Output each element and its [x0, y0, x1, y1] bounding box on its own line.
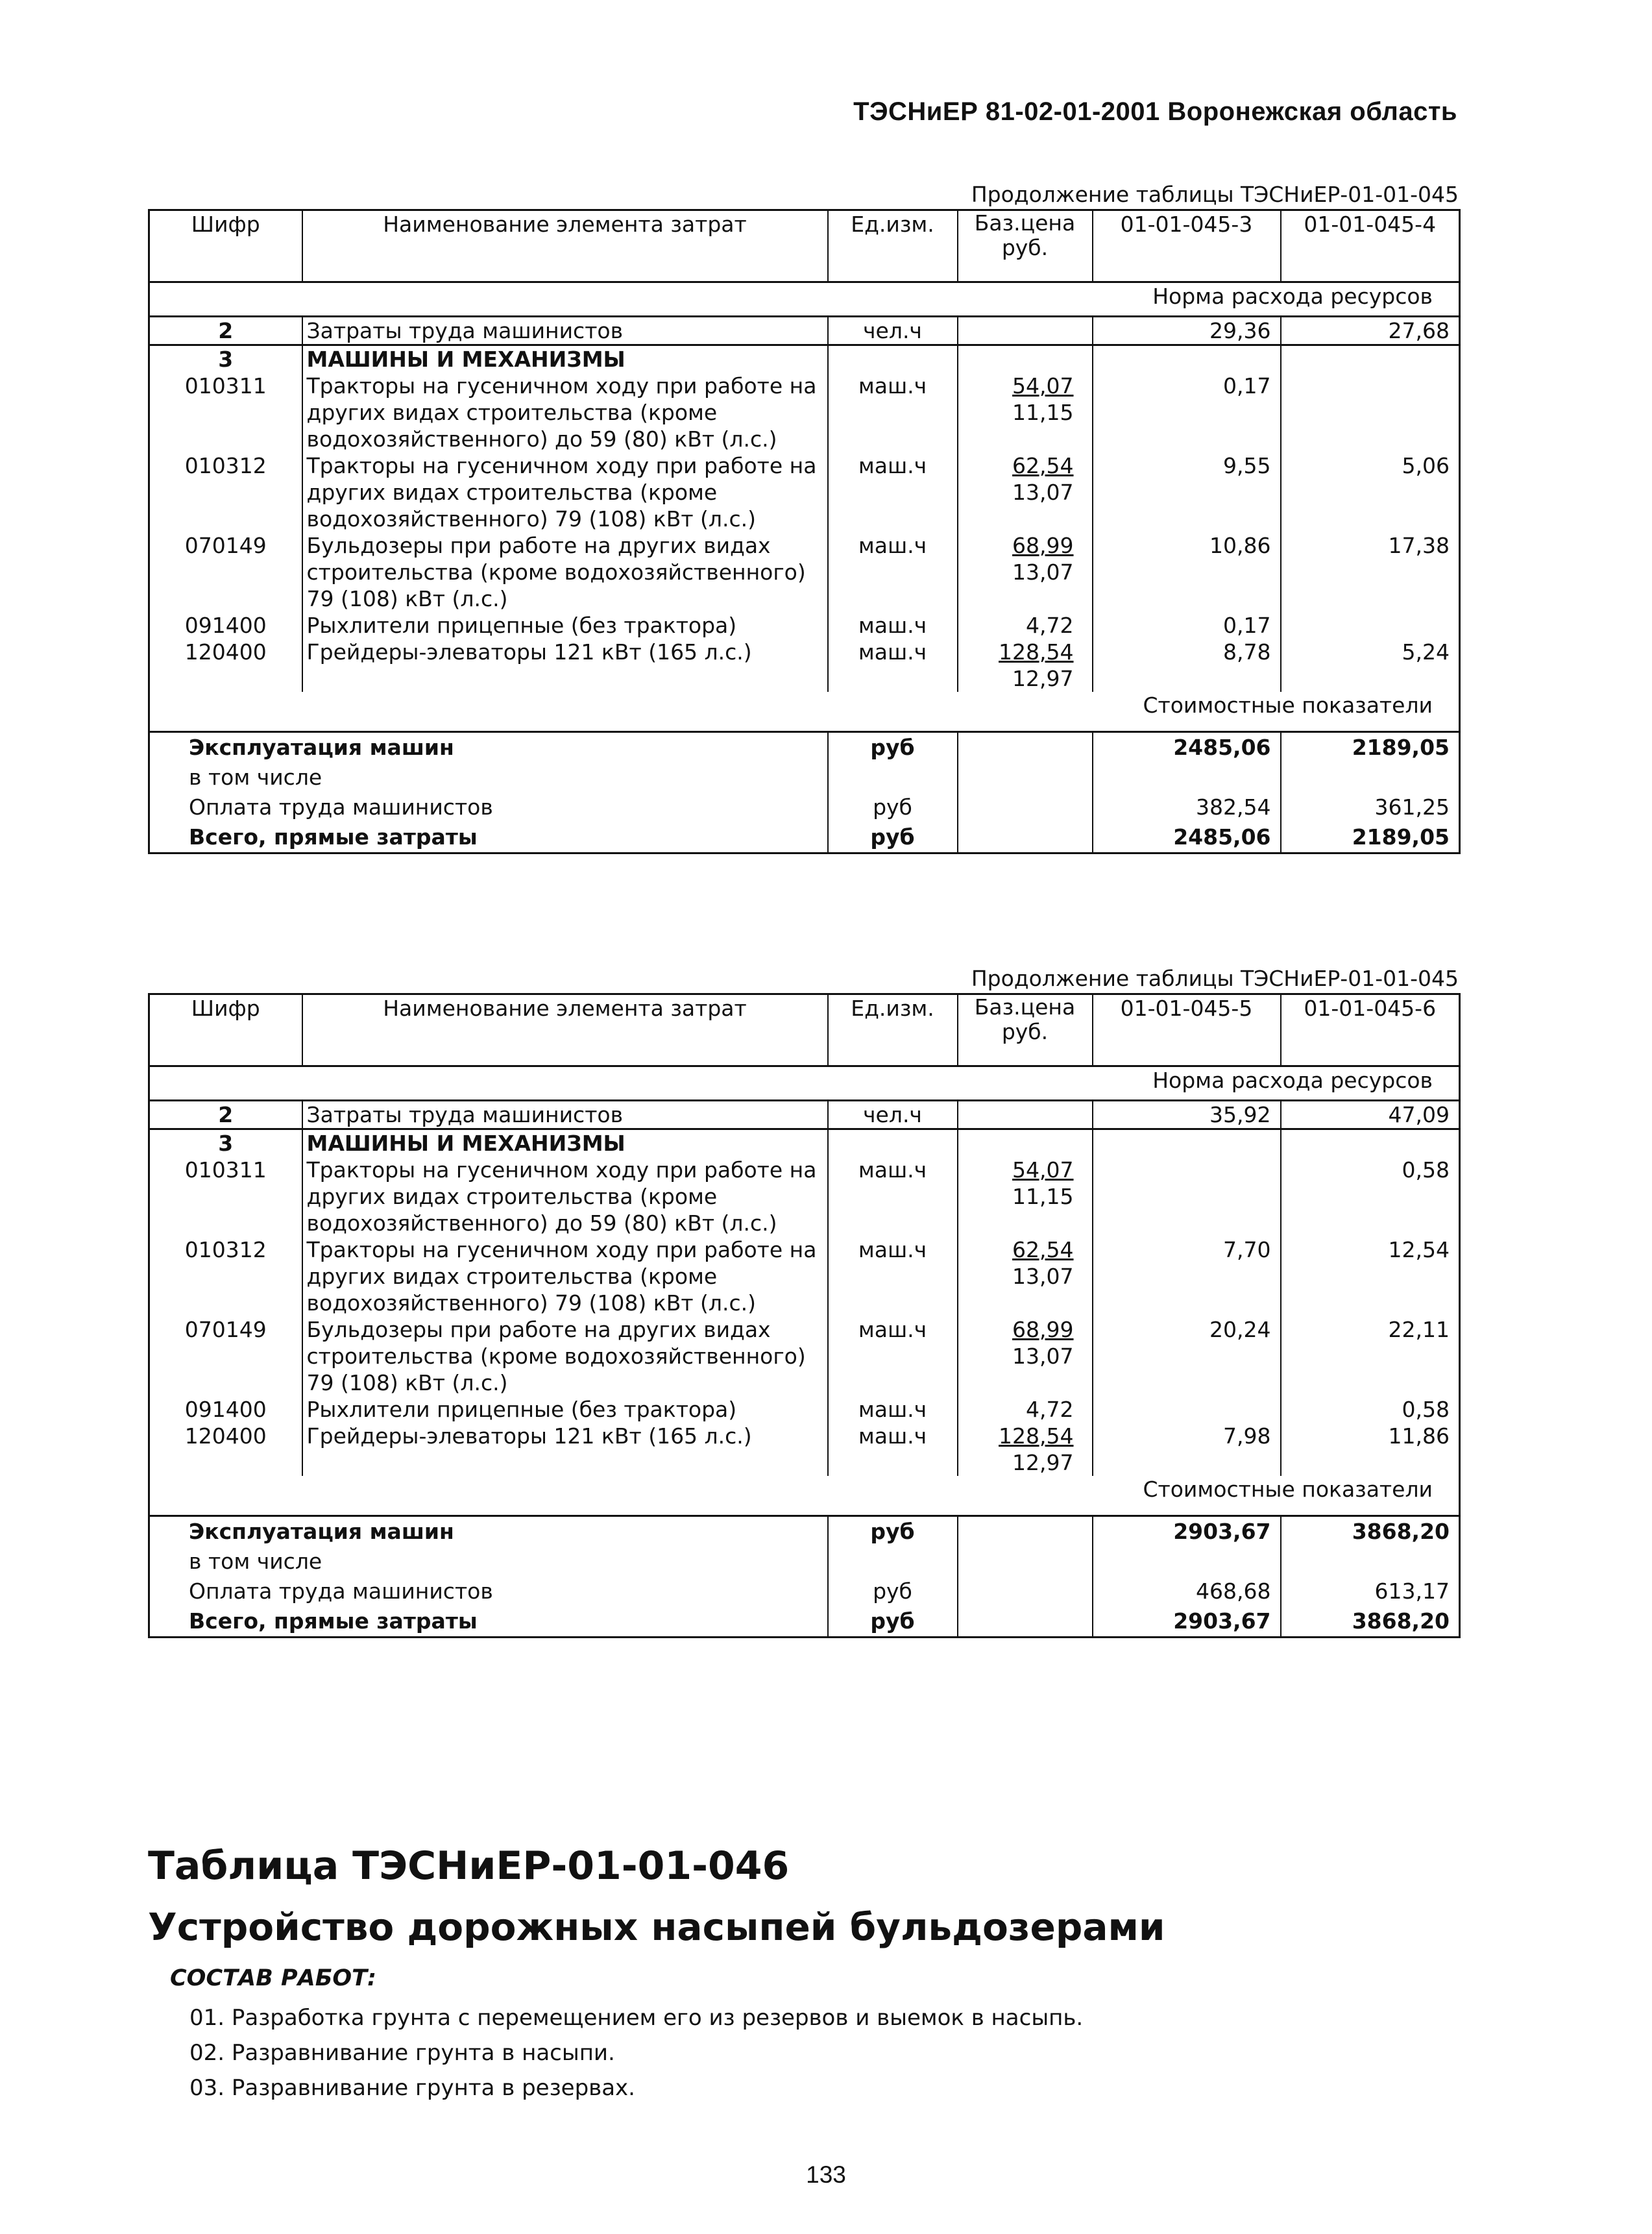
summary-label: Оплата труда машинистов [189, 794, 493, 820]
summary-row [149, 1547, 1460, 1577]
row-unit: маш.ч [828, 373, 958, 452]
price-wage: 11,15 [1012, 400, 1074, 425]
row-value-1: 35,92 [1093, 1101, 1281, 1129]
row-unit: маш.ч [828, 1236, 958, 1316]
summary-label: в том числе [189, 1549, 322, 1574]
price-wage: 13,07 [1012, 480, 1074, 505]
row-name: МАШИНЫ И МЕХАНИЗМЫ [302, 345, 828, 373]
summary-price [958, 1516, 1093, 1547]
header-price [958, 994, 1093, 1066]
row-value-2 [1281, 373, 1460, 452]
row-price [958, 373, 1093, 452]
norm-label: Норма расхода ресурсов [1152, 1068, 1433, 1093]
row-name: Затраты труда машинистов [302, 317, 828, 345]
page-number: 133 [806, 2161, 846, 2188]
works-list [170, 1965, 1083, 2105]
price-value: 68,99 [1012, 533, 1074, 558]
row-price [958, 1396, 1093, 1423]
price-value: 128,54 [999, 639, 1074, 665]
row-price [958, 317, 1093, 345]
row-price [958, 1157, 1093, 1236]
row-name: Рыхлители прицепные (без трактора) [302, 612, 828, 639]
row-value-1: 20,24 [1093, 1316, 1281, 1396]
row-value-2: 5,06 [1281, 452, 1460, 532]
table-row [149, 532, 1460, 612]
table-continuation-label: Продолжение таблицы ТЭСНиЕР-01-01-045 [971, 182, 1459, 207]
row-name: Бульдозеры при работе на других видах строительства (кроме водохозяйственного) 79 (108) кВт (л.с.) [302, 1316, 828, 1396]
summary-price [958, 822, 1093, 853]
row-price [958, 345, 1093, 373]
price-wage: 12,97 [1012, 1450, 1074, 1475]
price-value: 62,54 [1012, 453, 1074, 478]
norm-table [148, 993, 1461, 1638]
summary-value-2: 2189,05 [1281, 822, 1460, 853]
row-name: Затраты труда машинистов [302, 1101, 828, 1129]
summary-value-1: 2903,67 [1093, 1516, 1281, 1547]
price-value: 128,54 [999, 1423, 1074, 1449]
price-value: 62,54 [1012, 1237, 1074, 1262]
row-value-2: 27,68 [1281, 317, 1460, 345]
row-value-2 [1281, 612, 1460, 639]
row-value-2: 17,38 [1281, 532, 1460, 612]
price-wage: 13,07 [1012, 1264, 1074, 1289]
section-subtitle: Устройство дорожных насыпей бульдозерами [148, 1905, 1165, 1949]
table-row [149, 1423, 1460, 1476]
header-price-line: руб. [1001, 235, 1049, 260]
summary-unit: руб [828, 1577, 958, 1606]
summary-row [149, 1577, 1460, 1606]
row-unit: маш.ч [828, 612, 958, 639]
summary-unit [828, 763, 958, 792]
price-wage: 11,15 [1012, 1184, 1074, 1209]
row-value-1: 9,55 [1093, 452, 1281, 532]
summary-value-2 [1281, 763, 1460, 792]
summary-label: Всего, прямые затраты [189, 1608, 478, 1634]
works-item: 01. Разработка грунта с перемещением его из резервов и выемок в насыпь. [189, 2005, 1084, 2031]
works-item: 03. Разравнивание грунта в резервах. [189, 2075, 635, 2101]
row-price [958, 1316, 1093, 1396]
summary-value-2: 613,17 [1281, 1577, 1460, 1606]
row-code: 091400 [184, 613, 267, 638]
summary-label: в том числе [189, 765, 322, 790]
table-row [149, 612, 1460, 639]
row-name: Тракторы на гусеничном ходу при работе на других видах строительства (кроме водохозяйственного) до 59 (80) кВт (л.с.) [302, 373, 828, 452]
row-name: Тракторы на гусеничном ходу при работе на других видах строительства (кроме водохозяйственного) 79 (108) кВт (л.с.) [302, 452, 828, 532]
row-unit: маш.ч [828, 1157, 958, 1236]
row-code: 120400 [184, 639, 267, 665]
summary-value-1: 2485,06 [1093, 732, 1281, 763]
row-value-1 [1093, 345, 1281, 373]
summary-value-1 [1093, 1547, 1281, 1577]
row-code: 120400 [184, 1423, 267, 1449]
header-unit: Ед.изм. [828, 994, 958, 1066]
row-value-2: 0,58 [1281, 1396, 1460, 1423]
works-item: 02. Разравнивание грунта в насыпи. [189, 2040, 615, 2066]
table-row [149, 373, 1460, 452]
row-value-2: 5,24 [1281, 639, 1460, 692]
row-code: 3 [218, 347, 234, 372]
row-unit: маш.ч [828, 1396, 958, 1423]
row-unit: маш.ч [828, 532, 958, 612]
summary-value-2 [1281, 1547, 1460, 1577]
header-col-2: 01-01-045-4 [1281, 210, 1460, 282]
row-price [958, 452, 1093, 532]
row-code: 010312 [184, 453, 267, 478]
table-row [149, 1129, 1460, 1157]
header-price-line: Баз.цена [974, 994, 1076, 1020]
summary-unit: руб [828, 822, 958, 853]
row-value-1: 10,86 [1093, 532, 1281, 612]
row-unit: маш.ч [828, 452, 958, 532]
header-col-2: 01-01-045-6 [1281, 994, 1460, 1066]
summary-price [958, 1577, 1093, 1606]
row-value-1 [1093, 1157, 1281, 1236]
summary-price [958, 763, 1093, 792]
table-row [149, 1316, 1460, 1396]
summary-row [149, 1606, 1460, 1638]
summary-value-1: 468,68 [1093, 1577, 1281, 1606]
row-value-1: 7,98 [1093, 1423, 1281, 1476]
section-title: Таблица ТЭСНиЕР-01-01-046 [148, 1843, 790, 1889]
row-unit: чел.ч [828, 1101, 958, 1129]
header-price-line: Баз.цена [974, 210, 1076, 236]
works-heading: СОСТАВ РАБОТ: [170, 1965, 376, 1991]
cost-label: Стоимостные показатели [1143, 693, 1433, 718]
summary-label: Всего, прямые затраты [189, 824, 478, 850]
price-value: 4,72 [1026, 613, 1074, 638]
row-value-2: 47,09 [1281, 1101, 1460, 1129]
row-code: 091400 [184, 1397, 267, 1422]
summary-row [149, 1516, 1460, 1547]
row-name: МАШИНЫ И МЕХАНИЗМЫ [302, 1129, 828, 1157]
row-price [958, 1101, 1093, 1129]
table-row [149, 1157, 1460, 1236]
row-price [958, 532, 1093, 612]
summary-unit [828, 1547, 958, 1577]
price-value: 4,72 [1026, 1397, 1074, 1422]
row-unit: маш.ч [828, 1423, 958, 1476]
summary-value-2: 3868,20 [1281, 1606, 1460, 1638]
header-price-line: руб. [1001, 1019, 1049, 1044]
row-name: Бульдозеры при работе на других видах строительства (кроме водохозяйственного) 79 (108) кВт (л.с.) [302, 532, 828, 612]
summary-unit: руб [828, 1606, 958, 1638]
header-code: Шифр [149, 994, 302, 1066]
table-continuation-label: Продолжение таблицы ТЭСНиЕР-01-01-045 [971, 966, 1459, 991]
summary-value-1: 2903,67 [1093, 1606, 1281, 1638]
header-code: Шифр [149, 210, 302, 282]
row-value-1: 7,70 [1093, 1236, 1281, 1316]
header-name: Наименование элемента затрат [302, 994, 828, 1066]
summary-price [958, 1606, 1093, 1638]
header-price [958, 210, 1093, 282]
row-code: 070149 [184, 1317, 267, 1342]
row-price [958, 639, 1093, 692]
row-name: Тракторы на гусеничном ходу при работе на других видах строительства (кроме водохозяйственного) 79 (108) кВт (л.с.) [302, 1236, 828, 1316]
row-value-2: 0,58 [1281, 1157, 1460, 1236]
row-unit [828, 345, 958, 373]
norm-label: Норма расхода ресурсов [1152, 284, 1433, 309]
summary-value-1: 382,54 [1093, 792, 1281, 822]
row-value-2: 22,11 [1281, 1316, 1460, 1396]
table-row [149, 1101, 1460, 1129]
row-code: 3 [218, 1131, 234, 1156]
row-value-2: 11,86 [1281, 1423, 1460, 1476]
price-value: 54,07 [1012, 373, 1074, 399]
row-code: 070149 [184, 533, 267, 558]
row-price [958, 1129, 1093, 1157]
summary-price [958, 792, 1093, 822]
row-name: Грейдеры-элеваторы 121 кВт (165 л.с.) [302, 639, 828, 692]
summary-label: Эксплуатация машин [149, 1516, 828, 1547]
row-value-1: 8,78 [1093, 639, 1281, 692]
row-price [958, 1236, 1093, 1316]
price-wage: 13,07 [1012, 559, 1074, 585]
summary-row [149, 732, 1460, 763]
cost-label: Стоимостные показатели [1143, 1477, 1433, 1502]
row-value-2 [1281, 1129, 1460, 1157]
summary-value-2: 2189,05 [1281, 732, 1460, 763]
row-value-1 [1093, 1396, 1281, 1423]
table-row [149, 317, 1460, 345]
row-code: 2 [149, 1101, 302, 1129]
summary-unit: руб [828, 792, 958, 822]
row-value-2 [1281, 345, 1460, 373]
summary-value-2: 361,25 [1281, 792, 1460, 822]
price-wage: 13,07 [1012, 1344, 1074, 1369]
summary-row [149, 763, 1460, 792]
price-value: 68,99 [1012, 1317, 1074, 1342]
row-price [958, 612, 1093, 639]
price-value: 54,07 [1012, 1157, 1074, 1183]
page-header: ТЭСНиЕР 81-02-01-2001 Воронежская область [853, 97, 1457, 126]
row-code: 2 [149, 317, 302, 345]
row-unit: чел.ч [828, 317, 958, 345]
row-name: Грейдеры-элеваторы 121 кВт (165 л.с.) [302, 1423, 828, 1476]
table-row [149, 452, 1460, 532]
summary-value-2: 3868,20 [1281, 1516, 1460, 1547]
summary-unit: руб [828, 1516, 958, 1547]
header-col-1: 01-01-045-5 [1093, 994, 1281, 1066]
row-price [958, 1423, 1093, 1476]
summary-row [149, 792, 1460, 822]
row-value-1 [1093, 1129, 1281, 1157]
row-unit: маш.ч [828, 639, 958, 692]
summary-value-1: 2485,06 [1093, 822, 1281, 853]
norm-table [148, 209, 1461, 854]
header-unit: Ед.изм. [828, 210, 958, 282]
summary-price [958, 732, 1093, 763]
summary-label: Эксплуатация машин [149, 732, 828, 763]
row-code: 010311 [184, 1157, 267, 1183]
summary-label: Оплата труда машинистов [189, 1578, 493, 1604]
row-value-1: 0,17 [1093, 373, 1281, 452]
row-unit: маш.ч [828, 1316, 958, 1396]
summary-value-1 [1093, 763, 1281, 792]
row-unit [828, 1129, 958, 1157]
summary-row [149, 822, 1460, 853]
row-code: 010312 [184, 1237, 267, 1262]
header-col-1: 01-01-045-3 [1093, 210, 1281, 282]
row-code: 010311 [184, 373, 267, 399]
row-name: Тракторы на гусеничном ходу при работе на других видах строительства (кроме водохозяйственного) до 59 (80) кВт (л.с.) [302, 1157, 828, 1236]
row-value-2: 12,54 [1281, 1236, 1460, 1316]
table-row [149, 1396, 1460, 1423]
table-row [149, 639, 1460, 692]
header-name: Наименование элемента затрат [302, 210, 828, 282]
summary-unit: руб [828, 732, 958, 763]
row-value-1: 0,17 [1093, 612, 1281, 639]
row-value-1: 29,36 [1093, 317, 1281, 345]
price-wage: 12,97 [1012, 666, 1074, 691]
table-row [149, 345, 1460, 373]
row-name: Рыхлители прицепные (без трактора) [302, 1396, 828, 1423]
summary-price [958, 1547, 1093, 1577]
table-row [149, 1236, 1460, 1316]
